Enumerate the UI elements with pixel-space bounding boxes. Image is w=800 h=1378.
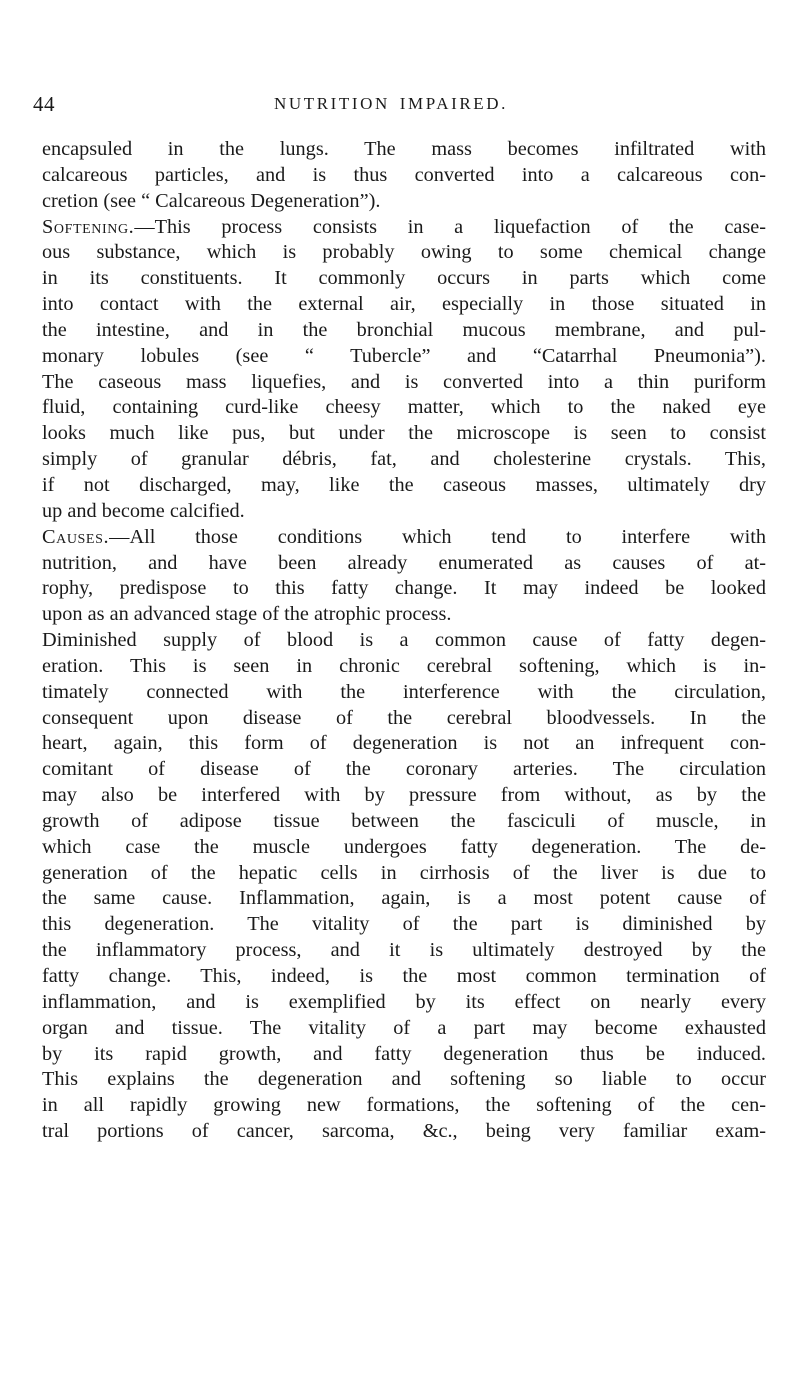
text-line (42, 292, 766, 318)
text-line (42, 499, 766, 525)
line-text: in its constituents. It commonly occurs in parts which come (42, 267, 766, 290)
text-line (42, 421, 766, 447)
line-text: if not discharged, may, like the caseous masses, ultimately dry (42, 473, 766, 496)
text-line (42, 706, 766, 732)
text-line (42, 731, 766, 757)
text-line (42, 1042, 766, 1068)
text-line (42, 938, 766, 964)
line-text: growth of adipose tissue between the fasciculi of muscle, in (42, 809, 766, 832)
section-heading: Causes. (42, 525, 110, 548)
text-line (42, 525, 766, 551)
text-line (42, 1016, 766, 1042)
text-line (42, 654, 766, 680)
line-text: the intestine, and in the bronchial mucous membrane, and pul- (42, 318, 766, 341)
text-line (42, 318, 766, 344)
line-text: in all rapidly growing new formations, the softening of the cen- (42, 1094, 766, 1117)
section-heading: Softening. (42, 215, 135, 238)
text-line (42, 990, 766, 1016)
text-line (42, 447, 766, 473)
text-line (42, 1119, 766, 1145)
text-line (42, 680, 766, 706)
line-text: may also be interfered with by pressure from without, as by the (42, 784, 766, 807)
text-line (42, 551, 766, 577)
body-text (42, 137, 766, 1145)
line-text: organ and tissue. The vitality of a part may become exhausted (42, 1016, 766, 1039)
line-text: into contact with the external air, especially in those situated in (42, 293, 766, 316)
text-line (42, 240, 766, 266)
line-text: rophy, predispose to this fatty change. It may indeed be looked (42, 577, 766, 600)
line-text: generation of the hepatic cells in cirrhosis of the liver is due to (42, 861, 766, 884)
line-text: cretion (see “ Calcareous Degeneration”). (42, 189, 381, 212)
text-line (42, 757, 766, 783)
line-text: —This process consists in a liquefaction of the case- (134, 215, 766, 238)
line-text: looks much like pus, but under the microscope is seen to consist (42, 422, 766, 445)
line-text: Diminished supply of blood is a common cause of fatty degen- (42, 629, 766, 652)
text-line (42, 163, 766, 189)
text-line (42, 886, 766, 912)
line-text: fatty change. This, indeed, is the most common termination of (42, 965, 766, 987)
text-line (42, 137, 766, 163)
line-text: encapsuled in the lungs. The mass becomes infiltrated with (42, 138, 766, 160)
line-text: upon as an advanced stage of the atrophic process. (42, 603, 452, 626)
line-text: which case the muscle undergoes fatty degeneration. The de- (42, 835, 766, 858)
text-line (42, 835, 766, 861)
page-number: 44 (33, 92, 55, 116)
line-text: timately connected with the interference with the circulation, (42, 680, 766, 703)
text-line (42, 861, 766, 887)
text-line (42, 576, 766, 602)
line-text: The caseous mass liquefies, and is converted into a thin puriform (42, 370, 766, 393)
line-text: this degeneration. The vitality of the part is diminished by (42, 913, 766, 936)
line-text: ous substance, which is probably owing to some chemical change (42, 241, 766, 264)
text-line (42, 783, 766, 809)
line-text: tral portions of cancer, sarcoma, &c., being very familiar exam- (42, 1120, 766, 1143)
running-head (33, 92, 749, 116)
line-text: inflammation, and is exemplified by its effect on nearly every (42, 990, 766, 1013)
line-text: nutrition, and have been already enumerated as causes of at- (42, 551, 766, 574)
line-text: heart, again, this form of degeneration is not an infrequent con- (42, 732, 766, 755)
line-text: fluid, containing curd-like cheesy matter, which to the naked eye (42, 396, 766, 419)
text-line (42, 189, 766, 215)
line-text: up and become calcified. (42, 499, 245, 522)
line-text: consequent upon disease of the cerebral bloodvessels. In the (42, 706, 766, 729)
text-line (42, 912, 766, 938)
line-text: the inflammatory process, and it is ultimately destroyed by the (42, 939, 766, 962)
line-text: This explains the degeneration and softening so liable to occur (42, 1068, 766, 1091)
line-text: comitant of disease of the coronary arteries. The circulation (42, 758, 766, 781)
text-line (42, 1067, 766, 1093)
line-text: eration. This is seen in chronic cerebral softening, which is in- (42, 654, 766, 677)
text-line (42, 473, 766, 499)
text-line (42, 809, 766, 835)
line-text: simply of granular débris, fat, and cholesterine crystals. This, (42, 448, 766, 471)
text-line (42, 602, 766, 628)
text-line (42, 628, 766, 654)
text-line (42, 964, 766, 990)
text-line (42, 370, 766, 396)
text-line (42, 395, 766, 421)
line-text: by its rapid growth, and fatty degeneration thus be induced. (42, 1042, 766, 1065)
text-line (42, 1093, 766, 1119)
text-line (42, 344, 766, 370)
line-text: monary lobules (see “ Tubercle” and “Catarrhal Pneumonia”). (42, 344, 766, 367)
text-line (42, 266, 766, 292)
line-text: the same cause. Inflammation, again, is a most potent cause of (42, 887, 766, 910)
line-text: —All those conditions which tend to interfere with (109, 525, 766, 548)
text-line (42, 215, 766, 241)
line-text: calcareous particles, and is thus converted into a calcareous con- (42, 163, 766, 186)
running-title: NUTRITION IMPAIRED. (273, 94, 509, 113)
